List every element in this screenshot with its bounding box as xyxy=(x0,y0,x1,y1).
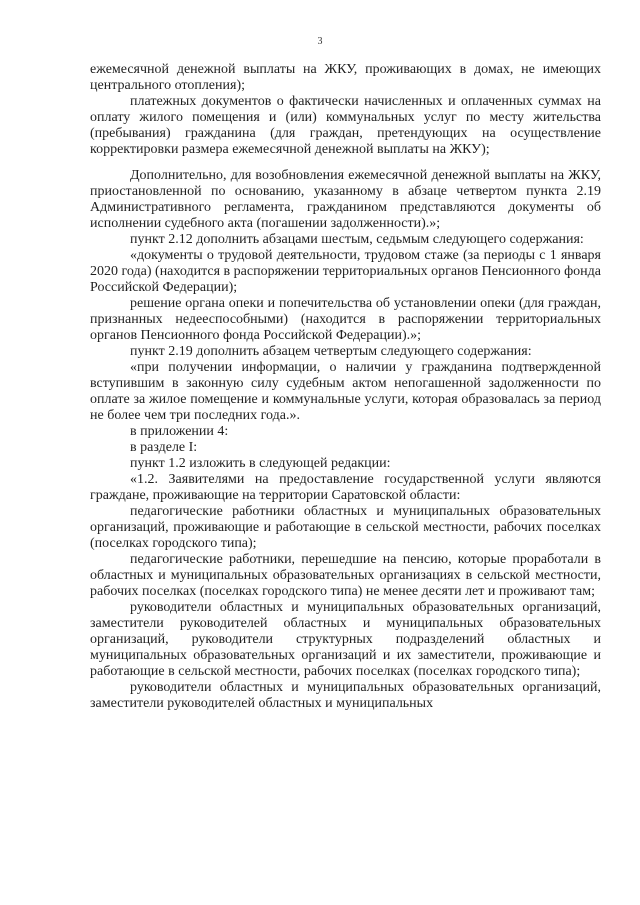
paragraph: «документы о трудовой деятельности, трудовом стаже (за периоды с 1 января 2020 года) (находится в распоряжении территориальных органов Пенсионного фонда Российской Федерации); xyxy=(90,248,601,295)
paragraph: руководители областных и муниципальных образовательных организаций, заместители руководителей областных и муниципальных xyxy=(90,680,601,711)
paragraph: пункт 2.12 дополнить абзацами шестым, седьмым следующего содержания: xyxy=(130,232,584,247)
paragraph: Дополнительно, для возобновления ежемесячной денежной выплаты на ЖКУ, приостановленной по основанию, указанному в абзаце четвертом пункта 2.19 Административного регламента, гражданином представляются документы об исполнении судебного акта (погашении задолженности).»; xyxy=(90,168,601,231)
paragraph: решение органа опеки и попечительства об установлении опеки (для граждан, признанных недееспособными) (находится в распоряжении территориальных органов Пенсионного фонда Российской Федерации).»; xyxy=(90,296,601,343)
paragraph: руководители областных и муниципальных образовательных организаций, заместители руководителей областных и муниципальных образовательных организаций, руководители структурных подразделений областных и муниципальных образовательных организаций и их заместители, проживающие и работающие в сельской местности, рабочих поселках (поселках городского типа); xyxy=(90,600,601,679)
paragraph: платежных документов о фактически начисленных и оплаченных суммах на оплату жилого помещения и (или) коммунальных услуг по месту жительства (пребывания) гражданина (для граждан, претендующих на осуществление корректировки размера ежемесячной денежной выплаты на ЖКУ); xyxy=(90,94,601,157)
paragraph: педагогические работники, перешедшие на пенсию, которые проработали в областных и муниципальных образовательных организациях в сельской местности, рабочих поселках (поселках городского типа) не менее десяти лет и проживают там; xyxy=(90,552,601,599)
paragraph: в приложении 4: xyxy=(130,424,229,439)
paragraph: «при получении информации, о наличии у гражданина подтвержденной вступившим в законную силу судебным актом непогашенной задолженности по оплате за жилое помещение и коммунальные услуги, которая образовалась за период не более чем три последних года.». xyxy=(90,360,601,423)
paragraph: «1.2. Заявителями на предоставление государственной услуги являются граждане, проживающие на территории Саратовской области: xyxy=(90,472,601,503)
page-number: 3 xyxy=(317,36,323,47)
document-body xyxy=(90,62,601,712)
paragraph: ежемесячной денежной выплаты на ЖКУ, проживающих в домах, не имеющих центрального отопления); xyxy=(90,62,601,93)
paragraph: пункт 2.19 дополнить абзацем четвертым следующего содержания: xyxy=(130,344,532,359)
paragraph: в разделе I: xyxy=(130,440,198,455)
paragraph: педагогические работники областных и муниципальных образовательных организаций, проживающие и работающие в сельской местности, рабочих поселках (поселках городского типа); xyxy=(90,504,601,551)
paragraph: пункт 1.2 изложить в следующей редакции: xyxy=(130,456,391,471)
